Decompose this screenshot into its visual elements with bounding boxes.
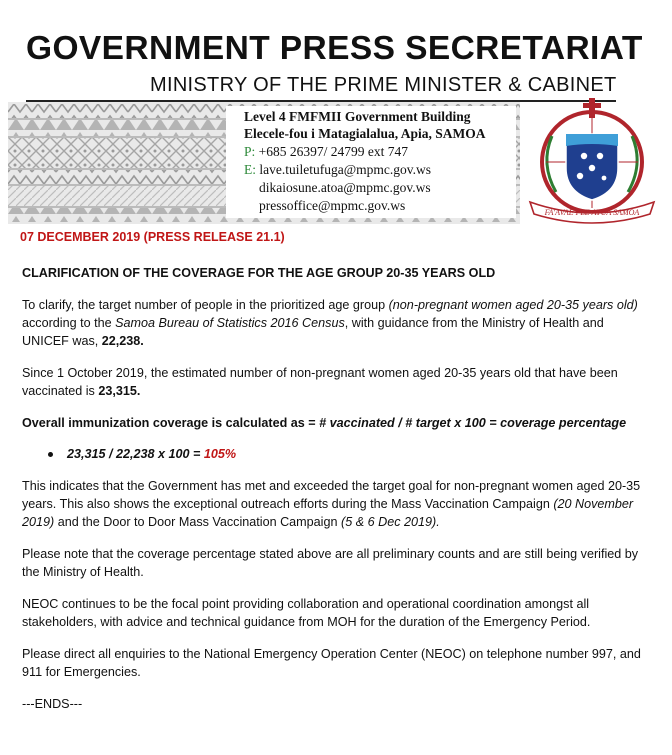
release-heading: CLARIFICATION OF THE COVERAGE FOR THE AGE GROUP 20-35 YEARS OLD xyxy=(22,266,496,280)
ministry-title: MINISTRY OF THE PRIME MINISTER & CABINET xyxy=(150,74,617,96)
samoa-coat-of-arms xyxy=(522,96,662,226)
email-1: lave.tuiletufuga@mpmc.gov.ws xyxy=(259,162,432,177)
email-line-1 xyxy=(244,162,431,178)
email-2: dikaiosune.atoa@mpmc.gov.ws xyxy=(259,180,431,195)
calculation-text: 23,315 / 22,238 x 100 = xyxy=(67,447,204,461)
crest-motto: FA'AVAE I LE ATUA SAMOA xyxy=(544,208,640,217)
paragraph-enquiries: Please direct all enquiries to the National Emergency Operation Center (NEOC) on telephone number 997, and 911 for Emergencies. xyxy=(22,647,641,679)
paragraph-exceeded: This indicates that the Government has met and exceeded the target goal for non-pregnant women aged 20-35 years. This also shows the exceptional outreach efforts during the Mass Vaccination Campaign (20 November 2019) and the Door to Door Mass Vaccination Campaign (5 & 6 Dec 2019). xyxy=(22,479,641,529)
paragraph-neoc: NEOC continues to be the focal point providing collaboration and operational coordination amongst all stakeholders, with advice and technical guidance from MOH for the duration of the Emergency Period. xyxy=(22,597,591,629)
paragraph-preliminary: Please note that the coverage percentage stated above are all preliminary counts and are still being verified by the Ministry of Health. xyxy=(22,547,639,579)
ends-marker: ---ENDS--- xyxy=(22,697,83,711)
press-release-body xyxy=(22,264,652,713)
phone-line xyxy=(244,144,408,160)
paragraph-target: To clarify, the target number of people in the prioritized age group (non-pregnant women aged 20-35 years old) according to the Samoa Bureau of Statistics 2016 Census, with guidance from the Ministry of Health and UNICEF was, 22,238. xyxy=(22,298,638,348)
coverage-result: 105% xyxy=(203,447,237,461)
email-label: E: xyxy=(244,162,256,177)
email-3: pressoffice@mpmc.gov.ws xyxy=(259,198,406,213)
address-line-2: Elecele-fou i Matagialalua, Apia, SAMOA xyxy=(244,126,486,141)
formula-line: Overall immunization coverage is calculated as = # vaccinated / # target x 100 = coverage percentage xyxy=(22,416,627,430)
org-title: GOVERNMENT PRESS SECRETARIAT xyxy=(26,30,643,67)
phone-number: +685 26397/ 24799 ext 747 xyxy=(258,144,408,159)
bullet-dot-icon xyxy=(48,452,53,457)
letterhead xyxy=(0,0,672,230)
address-line-1: Level 4 FMFMII Government Building xyxy=(244,109,471,124)
paragraph-vaccinated: Since 1 October 2019, the estimated number of non-pregnant women aged 20-35 years old that have been vaccinated is 23,315. xyxy=(22,366,618,398)
release-date: 07 DECEMBER 2019 (PRESS RELEASE 21.1) xyxy=(20,230,285,244)
bullet-calculation xyxy=(22,445,652,463)
phone-label: P: xyxy=(244,144,256,159)
